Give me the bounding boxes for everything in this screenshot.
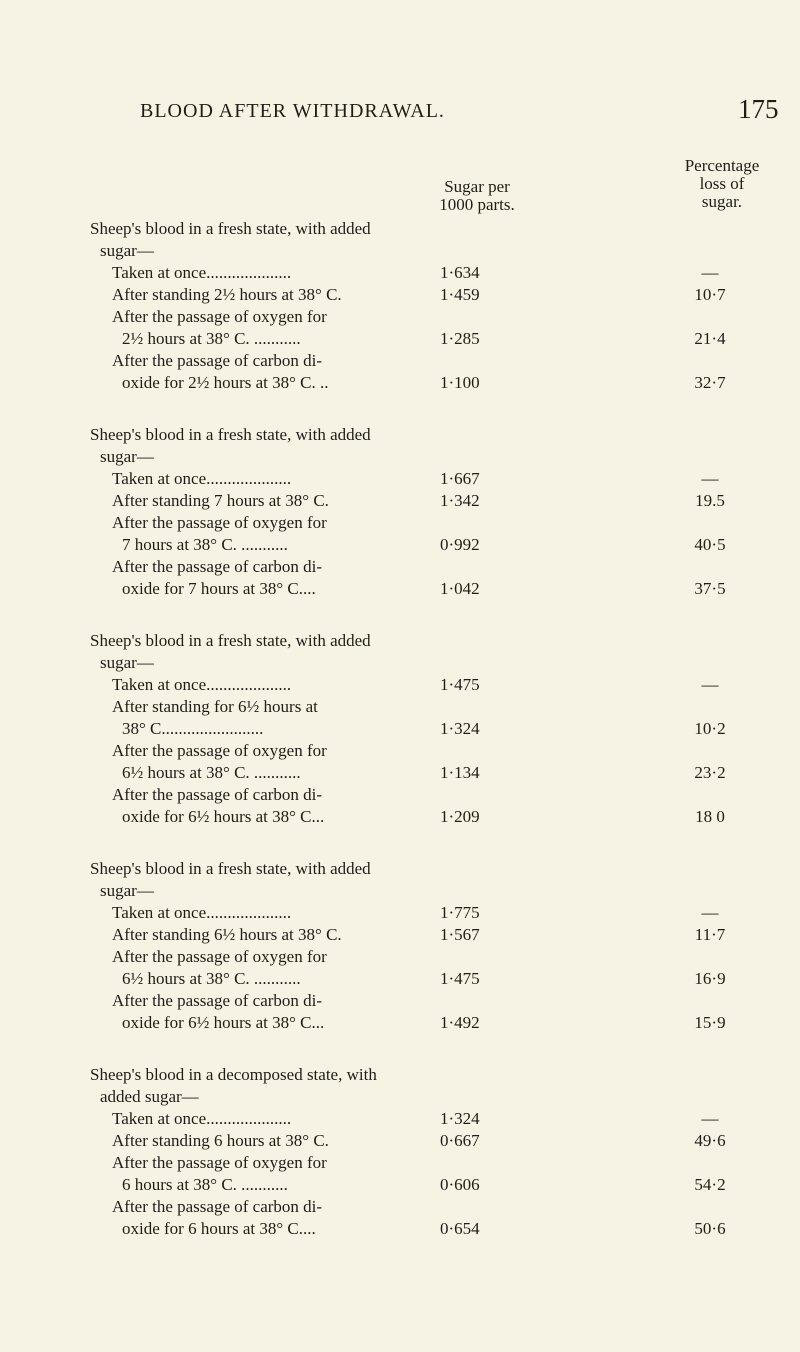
loss-value: 16·9 (694, 969, 726, 988)
row-description-line: After the passage of carbon di- (112, 1197, 323, 1216)
table-row (90, 284, 790, 306)
table-row (90, 740, 790, 784)
row-description (90, 1108, 440, 1130)
loss-value: 15·9 (694, 1013, 726, 1032)
loss-value: 21·4 (694, 329, 726, 348)
table-row (90, 1152, 790, 1196)
row-description (90, 740, 440, 784)
loss-value: 10·2 (694, 719, 726, 738)
row-description (90, 924, 440, 946)
sugar-value: 1·042 (440, 579, 480, 598)
row-description (90, 490, 440, 512)
experiment-table (90, 218, 790, 1270)
sugar-value: 0·992 (440, 535, 480, 554)
running-title: BLOOD AFTER WITHDRAWAL. (140, 100, 445, 122)
loss-value: 40·5 (694, 535, 726, 554)
row-description (90, 306, 440, 350)
row-description-line: oxide for 6 hours at 38° C.... (122, 1219, 316, 1238)
loss-value: — (701, 675, 719, 694)
row-description-line: Taken at once.................... (112, 1109, 292, 1128)
sugar-value: 1·209 (440, 807, 480, 826)
loss-value: 49·6 (694, 1131, 726, 1150)
loss-column-header: Percentage loss of sugar. (684, 156, 760, 211)
row-description (90, 512, 440, 556)
sugar-value: 1·285 (440, 329, 480, 348)
row-description-line: After standing 2½ hours at 38° C. (112, 285, 342, 304)
group-heading-line: Sheep's blood in a fresh state, with added (90, 219, 371, 238)
row-description-line: After the passage of carbon di- (112, 785, 323, 804)
row-description (90, 1130, 440, 1152)
row-description-line: Taken at once.................... (112, 675, 292, 694)
table-row (90, 924, 790, 946)
sugar-value: 1·324 (440, 719, 480, 738)
page-header (0, 94, 800, 130)
row-description-line: After the passage of oxygen for (112, 741, 327, 760)
loss-value: 50·6 (694, 1219, 726, 1238)
sugar-value: 1·775 (440, 903, 480, 922)
sugar-value: 1·567 (440, 925, 480, 944)
row-description-line: Taken at once.................... (112, 263, 292, 282)
table-row (90, 468, 790, 490)
row-description-line: After standing 7 hours at 38° C. (112, 491, 329, 510)
table-row (90, 902, 790, 924)
sugar-value: 0·654 (440, 1219, 480, 1238)
row-description-line: 6½ hours at 38° C. ........... (122, 969, 301, 988)
table-row (90, 306, 790, 350)
group-heading (90, 218, 490, 262)
group-heading (90, 630, 490, 674)
group-heading-line: Sheep's blood in a decomposed state, with (90, 1065, 377, 1084)
table-row (90, 696, 790, 740)
row-description (90, 990, 440, 1034)
sugar-value: 1·634 (440, 263, 480, 282)
row-description-line: After the passage of oxygen for (112, 1153, 327, 1172)
group-heading-line: sugar— (100, 241, 154, 260)
row-description (90, 556, 440, 600)
sugar-column-header: Sugar per 1000 parts. (439, 177, 515, 214)
row-description (90, 1196, 440, 1240)
loss-value: 37·5 (694, 579, 726, 598)
row-description (90, 1152, 440, 1196)
row-description-line: After standing 6 hours at 38° C. (112, 1131, 329, 1150)
row-description-line: After the passage of oxygen for (112, 513, 327, 532)
row-description-line: 38° C........................ (122, 719, 264, 738)
table-row (90, 784, 790, 828)
sugar-value: 1·475 (440, 969, 480, 988)
row-description-line: Taken at once.................... (112, 469, 292, 488)
group-heading-line: sugar— (100, 881, 154, 900)
sugar-value: 0·606 (440, 1175, 480, 1194)
sugar-value: 1·324 (440, 1109, 480, 1128)
table-row (90, 1196, 790, 1240)
group-heading (90, 858, 490, 902)
row-description (90, 468, 440, 490)
row-description-line: After the passage of carbon di- (112, 557, 323, 576)
experiment-group (90, 424, 790, 600)
group-heading (90, 424, 490, 468)
table-row (90, 1108, 790, 1130)
row-description-line: oxide for 7 hours at 38° C.... (122, 579, 316, 598)
row-description-line: oxide for 2½ hours at 38° C. .. (122, 373, 329, 392)
group-heading-line: sugar— (100, 653, 154, 672)
table-row (90, 262, 790, 284)
sugar-value: 1·475 (440, 675, 480, 694)
row-description-line: After standing for 6½ hours at (112, 697, 318, 716)
loss-value: 11·7 (694, 925, 726, 944)
row-description-line: After the passage of carbon di- (112, 351, 323, 370)
loss-value: 10·7 (694, 285, 726, 304)
row-description-line: After standing 6½ hours at 38° C. (112, 925, 342, 944)
loss-value: 54·2 (694, 1175, 726, 1194)
sugar-value: 1·492 (440, 1013, 480, 1032)
table-row (90, 512, 790, 556)
loss-value: 23·2 (694, 763, 726, 782)
table-row (90, 946, 790, 990)
row-description-line: 2½ hours at 38° C. ........... (122, 329, 301, 348)
experiment-group (90, 858, 790, 1034)
row-description (90, 284, 440, 306)
row-description (90, 902, 440, 924)
row-description (90, 674, 440, 696)
row-description (90, 946, 440, 990)
loss-value: — (701, 1109, 719, 1128)
page-number: 175 (738, 94, 779, 124)
loss-value: — (701, 263, 719, 282)
row-description-line: oxide for 6½ hours at 38° C... (122, 1013, 325, 1032)
sugar-value: 1·342 (440, 491, 480, 510)
sugar-value: 1·459 (440, 285, 480, 304)
row-description (90, 784, 440, 828)
table-row (90, 556, 790, 600)
row-description-line: Taken at once.................... (112, 903, 292, 922)
loss-value: 19.5 (695, 491, 725, 510)
loss-value: — (701, 469, 719, 488)
experiment-group (90, 1064, 790, 1240)
row-description-line: 6 hours at 38° C. ........... (122, 1175, 288, 1194)
row-description-line: After the passage of carbon di- (112, 991, 323, 1010)
table-row (90, 990, 790, 1034)
experiment-group (90, 218, 790, 394)
row-description (90, 262, 440, 284)
group-heading-line: Sheep's blood in a fresh state, with added (90, 859, 371, 878)
sugar-value: 0·667 (440, 1131, 480, 1150)
experiment-group (90, 630, 790, 828)
group-heading-line: Sheep's blood in a fresh state, with added (90, 425, 371, 444)
table-row (90, 490, 790, 512)
sugar-value: 1·134 (440, 763, 480, 782)
row-description-line: 7 hours at 38° C. ........... (122, 535, 288, 554)
row-description (90, 696, 440, 740)
row-description-line: 6½ hours at 38° C. ........... (122, 763, 301, 782)
table-row (90, 674, 790, 696)
table-row (90, 350, 790, 394)
row-description-line: After the passage of oxygen for (112, 307, 327, 326)
loss-value: 32·7 (694, 373, 726, 392)
sugar-value: 1·667 (440, 469, 480, 488)
group-heading-line: sugar— (100, 447, 154, 466)
row-description-line: After the passage of oxygen for (112, 947, 327, 966)
group-heading (90, 1064, 490, 1108)
group-heading-line: Sheep's blood in a fresh state, with added (90, 631, 371, 650)
table-row (90, 1130, 790, 1152)
loss-value: — (701, 903, 719, 922)
row-description-line: oxide for 6½ hours at 38° C... (122, 807, 325, 826)
loss-value: 18 0 (695, 807, 725, 826)
sugar-value: 1·100 (440, 373, 480, 392)
row-description (90, 350, 440, 394)
group-heading-line: added sugar— (100, 1087, 199, 1106)
